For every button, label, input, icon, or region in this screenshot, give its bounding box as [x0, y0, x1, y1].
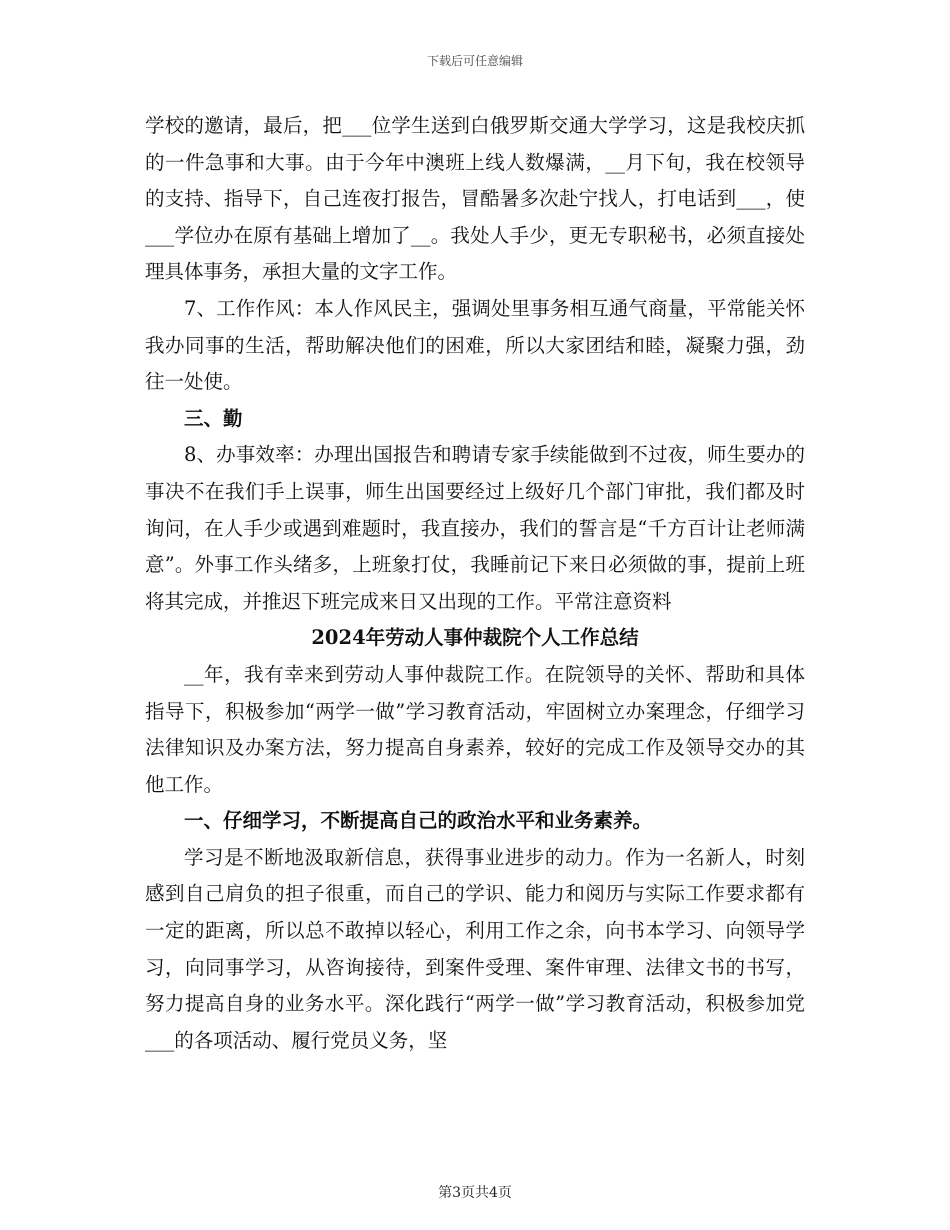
section-heading-diligence: 三、勤 — [184, 406, 243, 430]
document-title: 2024年劳动人事仲裁院个人工作总结 — [311, 626, 639, 650]
paragraph-intro: __年，我有幸来到劳动人事仲裁院工作。在院领导的关怀、帮助和具体指导下，积极参加“两学一做”学习教育活动，牢固树立办案理念，仔细学习法律知识及办案方法，努力提高自身素养，较好的完成工作及领导交办的其他工作。 — [145, 662, 805, 796]
paragraph-work-style: 7、工作作风：本人作风民主，强调处里事务相互通气商量，平常能关怀我办同事的生活，帮助解决他们的困难，所以大家团结和睦，凝聚力强，劲往一处使。 — [145, 296, 805, 394]
paragraph-1: 学校的邀请，最后，把___位学生送到白俄罗斯交通大学学习，这是我校庆抓的一件急事和大事。由于今年中澳班上线人数爆满，__月下旬，我在校领导的支持、指导下，自己连夜打报告，冒酷暑多次赴宁找人，打电话到___，使___学位办在原有基础上增加了__。我处人手少，更无专职秘书，必须直接处理具体事务，承担大量的文字工作。 — [145, 114, 805, 284]
paragraph-efficiency: 8、办事效率：办理出国报告和聘请专家手续能做到不过夜，师生要办的事决不在我们手上误事，师生出国要经过上级好几个部门审批，我们都及时询问，在人手少或遇到难题时，我直接办，我们的誓言是“千方百计让老师满意”。外事工作头绪多，上班象打仗，我睡前记下来日必须做的事，提前上班将其完成，并推迟下班完成来日又出现的工作。平常注意资料 — [145, 443, 805, 613]
document-body — [145, 108, 805, 1059]
paragraph-study: 学习是不断地汲取新信息，获得事业进步的动力。作为一名新人，时刻感到自己肩负的担子很重，而自己的学识、能力和阅历与实际工作要求都有一定的距离，所以总不敢掉以轻心，利用工作之余，向书本学习、向领导学习，向同事学习，从咨询接待，到案件受理、案件审理、法律文书的书写，努力提高自身的业务水平。深化践行“两学一做”学习教育活动，积极参加党___的各项活动、履行党员义务，坚 — [145, 845, 805, 1052]
page-footer: 第3页共4页 — [438, 1185, 512, 1201]
section-heading-study: 一、仔细学习，不断提高自己的政治水平和业务素养。 — [184, 809, 653, 833]
page-header: 下载后可任意编辑 — [426, 54, 523, 68]
